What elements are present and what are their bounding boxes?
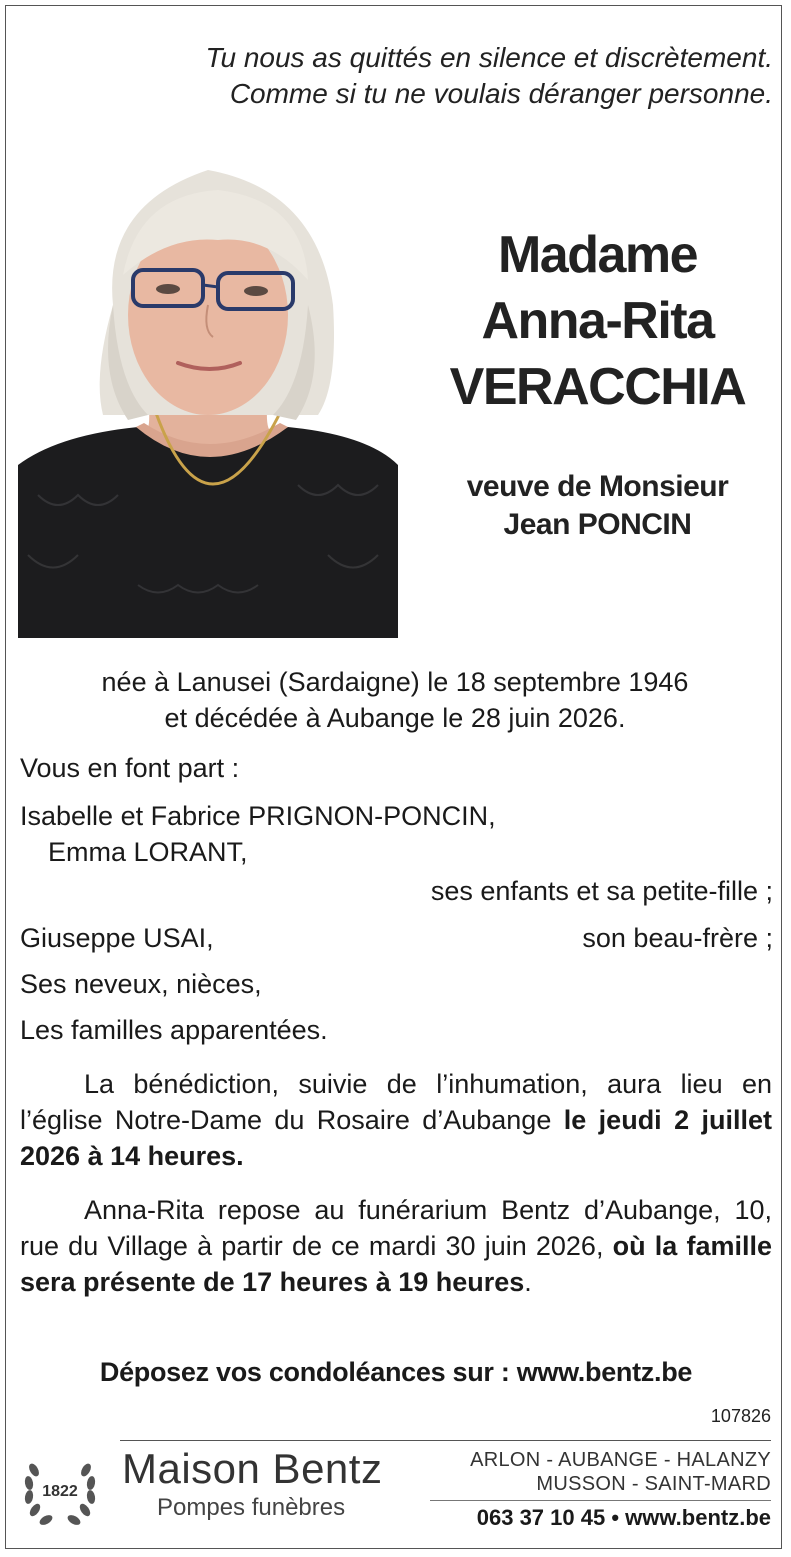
- footer-divider: [120, 1440, 771, 1441]
- family-relation-brother-in-law: son beau-frère ;: [582, 923, 773, 953]
- ceremony-paragraph: [20, 1066, 772, 1174]
- widow-of: [410, 468, 785, 544]
- seal-year: 1822: [42, 1483, 78, 1500]
- locations-line-2: MUSSON - SAINT-MARD: [536, 1473, 771, 1495]
- quote-line-2: Comme si tu ne voulais déranger personne.: [229, 78, 773, 109]
- brand-subtitle: Pompes funèbres: [157, 1494, 346, 1521]
- quote-line-1: Tu nous as quittés en silence et discrètement.: [205, 42, 773, 73]
- ceremony-datetime: le jeudi 2 juillet 2026 à 14 heures.: [20, 1105, 772, 1171]
- visitation-hours: où la famille sera présente de 17 heures à 19 heures: [20, 1231, 773, 1297]
- family-relation-children: ses enfants et sa petite-fille ;: [430, 876, 773, 906]
- locations-divider: [430, 1500, 771, 1501]
- family-line-grandchild: Emma LORANT,: [48, 837, 248, 867]
- brand-name: Maison Bentz: [122, 1445, 383, 1492]
- locations-line-1: ARLON - AUBANGE - HALANZY: [470, 1449, 771, 1471]
- first-name: Anna-Rita: [481, 292, 714, 350]
- visitation-text: Anna-Rita repose au funérarium Bentz d’Aubange, 10, rue du Village à partir de ce mardi 30 juin 2026,: [20, 1195, 772, 1261]
- title: Madame: [497, 226, 698, 284]
- family-line-children: Isabelle et Fabrice PRIGNON-PONCIN,: [20, 801, 496, 831]
- last-name: VERACCHIA: [449, 358, 746, 416]
- family-intro: Vous en font part :: [20, 753, 240, 783]
- family-line-nephews: Ses neveux, nièces,: [20, 969, 262, 999]
- birth-death-dates: [20, 664, 770, 736]
- family-line-relatives: Les familles apparentées.: [20, 1015, 328, 1045]
- deceased-name: [410, 222, 785, 420]
- contact-info: 063 37 10 45 • www.bentz.be: [476, 1505, 771, 1530]
- locations: [470, 1448, 771, 1496]
- family-line-brother-in-law: Giuseppe USAI,: [20, 923, 214, 953]
- epitaph-quote: [53, 40, 773, 112]
- birth-line: née à Lanusei (Sardaigne) le 18 septembre 1946: [101, 667, 689, 697]
- widow-line-2: Jean PONCIN: [503, 508, 692, 541]
- laurel-seal-icon: [20, 1450, 100, 1530]
- condolences-line: Déposez vos condoléances sur : www.bentz.be: [99, 1357, 693, 1387]
- reference-number: 107826: [710, 1406, 771, 1426]
- widow-line-1: veuve de Monsieur: [466, 470, 729, 503]
- ceremony-text: La bénédiction, suivie de l’inhumation, aura lieu en l’église Notre-Dame du Rosaire d’Aubange: [20, 1069, 772, 1135]
- visitation-end: .: [524, 1267, 532, 1297]
- portrait-photo: [18, 165, 398, 638]
- death-line: et décédée à Aubange le 28 juin 2026.: [164, 703, 626, 733]
- visitation-paragraph: [20, 1192, 772, 1300]
